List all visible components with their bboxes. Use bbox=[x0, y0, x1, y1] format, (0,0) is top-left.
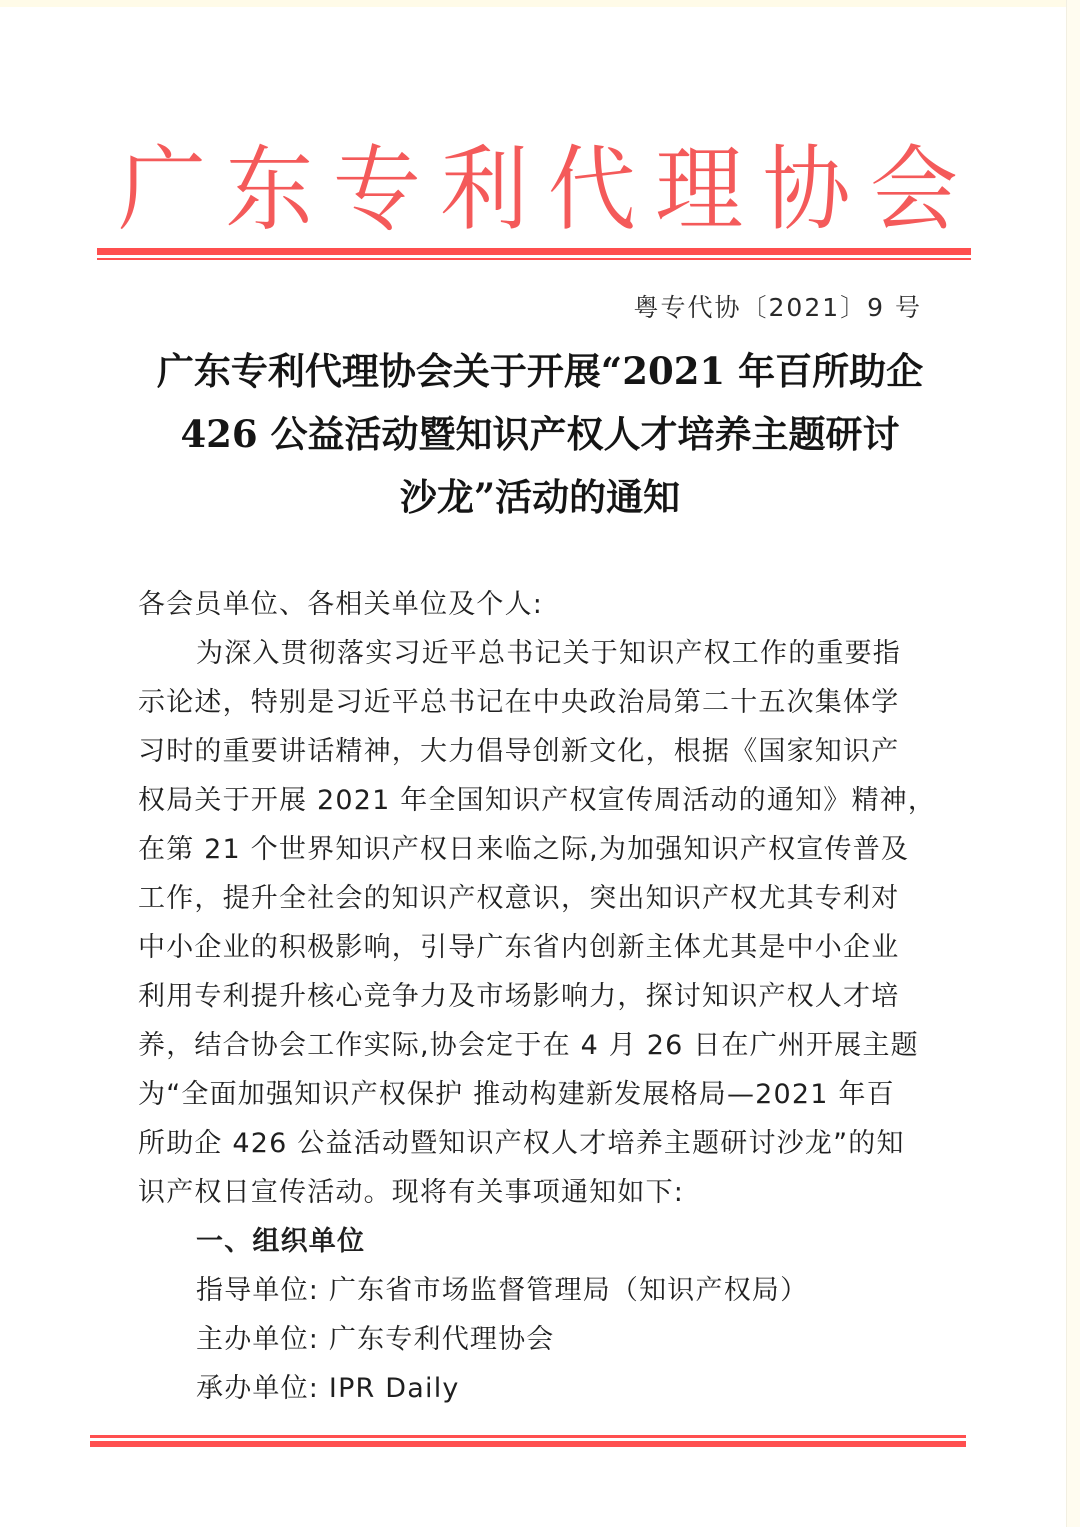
paragraph-line: 所助企 426 公益活动暨知识产权人才培养主题研讨沙龙”的知 bbox=[138, 1128, 905, 1159]
org-row-value: IPR Daily bbox=[328, 1373, 460, 1404]
title-line: 广东专利代理协会关于开展“2021 年百所助企 bbox=[156, 349, 924, 393]
paragraph-line: 工作，提升全社会的知识产权意识，突出知识产权尤其专利对 bbox=[138, 883, 900, 914]
letterhead-rule-thick bbox=[97, 248, 971, 255]
paragraph-line: 识产权日宣传活动。现将有关事项通知如下: bbox=[138, 1177, 685, 1208]
document-number: 粤专代协〔2021〕9 号 bbox=[633, 293, 922, 322]
scan-edge-top bbox=[0, 0, 1080, 7]
document-title bbox=[120, 340, 960, 529]
org-row-host-unit bbox=[138, 1315, 928, 1364]
paragraph-line: 在第 21 个世界知识产权日来临之际,为加强知识产权宣传普及 bbox=[138, 834, 910, 865]
scan-edge-right bbox=[1066, 0, 1080, 1527]
paragraph-line: 养，结合协会工作实际,协会定于在 4 月 26 日在广州开展主题 bbox=[138, 1030, 919, 1061]
section-heading-organizers: 一、组织单位 bbox=[196, 1226, 366, 1257]
letterhead-char: 代 bbox=[547, 135, 636, 244]
org-row-label: 指导单位: bbox=[196, 1275, 320, 1306]
letterhead-char: 协 bbox=[762, 135, 851, 244]
title-line: 沙龙”活动的通知 bbox=[399, 475, 681, 519]
letterhead-org-name bbox=[118, 135, 958, 244]
org-row-label: 主办单位: bbox=[196, 1324, 320, 1355]
paragraph-line: 示论述，特别是习近平总书记在中央政治局第二十五次集体学 bbox=[138, 687, 900, 718]
letterhead-char: 利 bbox=[440, 135, 529, 244]
org-row-value: 广东专利代理协会 bbox=[328, 1324, 555, 1355]
org-row-value: 广东省市场监督管理局（知识产权局） bbox=[328, 1275, 809, 1306]
footer-rule-thick bbox=[90, 1441, 966, 1447]
letterhead-char: 理 bbox=[655, 135, 744, 244]
paragraph-line: 利用专利提升核心竞争力及市场影响力，探讨知识产权人才培 bbox=[138, 981, 900, 1012]
paragraph-line: 中小企业的积极影响，引导广东省内创新主体尤其是中小企业 bbox=[138, 932, 900, 963]
org-row-organizer-unit bbox=[138, 1364, 928, 1413]
letterhead-char: 会 bbox=[869, 135, 958, 244]
org-row-guiding-unit bbox=[138, 1266, 928, 1315]
letterhead-rule-thin bbox=[97, 258, 971, 260]
paragraph-line: 习时的重要讲话精神，大力倡导创新文化，根据《国家知识产 bbox=[138, 736, 900, 767]
paragraph-line: 权局关于开展 2021 年全国知识产权宣传周活动的通知》精神， bbox=[138, 785, 937, 816]
footer-rule-thin bbox=[90, 1435, 966, 1438]
org-row-label: 承办单位: bbox=[196, 1373, 320, 1404]
letterhead-char: 专 bbox=[332, 135, 421, 244]
greeting: 各会员单位、各相关单位及个人: bbox=[138, 589, 544, 620]
document-body bbox=[138, 580, 937, 1413]
paragraph-line: 为深入贯彻落实习近平总书记关于知识产权工作的重要指 bbox=[196, 638, 901, 669]
letterhead-char: 东 bbox=[225, 135, 314, 244]
letterhead-char: 广 bbox=[118, 135, 207, 244]
paragraph-line: 为“全面加强知识产权保护 推动构建新发展格局—2021 年百 bbox=[138, 1079, 895, 1110]
title-line: 426 公益活动暨知识产权人才培养主题研讨 bbox=[180, 412, 900, 456]
